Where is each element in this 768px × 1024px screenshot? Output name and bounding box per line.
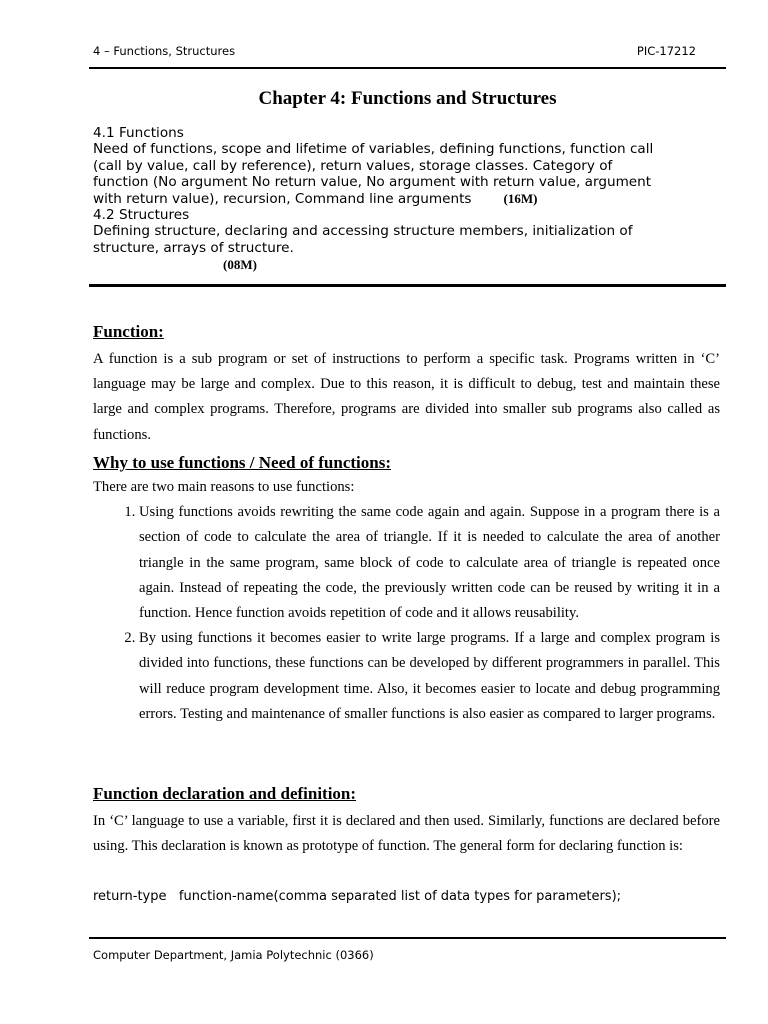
header-rule [89, 67, 726, 69]
why-functions-section [93, 453, 720, 727]
reason-item-2: 2. By using functions it becomes easier to write large programs. If a large and complex program is divided into functions, these functions can be developed by different programmers in parallel. This will reduce program development time. Also, it becomes easier to locate and debug programming errors. Testing and maintenance of smaller functions is also easier as compared to larger programs. [139, 626, 720, 727]
function-paragraph: A function is a sub program or set of instructions to perform a specific task. Programs written in ‘C’ language may be large and complex. Due to this reason, it is difficult to debug, test and maintain these large and complex programs. Therefore, programs are divided into smaller sub programs also called as functions. [93, 351, 720, 443]
syllabus-section-1-text: with return value), recursion, Command line arguments [93, 190, 472, 207]
syllabus-section-1-line: function (No argument No return value, No argument with return value, argument [93, 174, 652, 191]
header-chapter-label: 4 – Functions, Structures [93, 44, 236, 58]
function-heading: Function: [93, 322, 164, 341]
function-section [93, 322, 720, 448]
syllabus-section-2-marks: (08M) [223, 257, 257, 273]
syllabus-section-1-line: Need of functions, scope and lifetime of variables, defining functions, function call [93, 141, 654, 158]
syllabus-section-1-line: (call by value, call by reference), return values, storage classes. Category of [93, 157, 613, 174]
syllabus-section-2-title: 4.2 Structures [93, 207, 190, 224]
syllabus-section-1-marks: (16M) [503, 190, 538, 206]
prototype-syntax: return-type function-name(comma separated list of data types for parameters); [93, 889, 622, 904]
function-declaration-section [93, 784, 720, 859]
syllabus-section-2-line: structure, arrays of structure. [93, 239, 294, 256]
syllabus-block [93, 125, 723, 274]
syllabus-section-1-title: 4.1 Functions [93, 125, 184, 141]
page-header [93, 44, 698, 60]
header-course-code: PIC-17212 [636, 44, 696, 58]
chapter-title: Chapter 4: Functions and Structures [258, 88, 557, 109]
syllabus-section-2-line: Defining structure, declaring and accessing structure members, initialization of [93, 223, 633, 240]
reason-item-1: 1. Using functions avoids rewriting the same code again and again. Suppose in a program there is a section of code to calculate the area of triangle. If it is needed to calculate the area of another triangle in the same program, same block of code to calculate area of triangle is repeated once again. Instead of repeating the code, the previously written code can be reused by writing it in a function. Hence function avoids repetition of code and it allows reusability. [139, 500, 720, 626]
syllabus-section-1-line-last [93, 191, 723, 207]
footer-rule [89, 937, 726, 939]
function-declaration-paragraph: In ‘C’ language to use a variable, first it is declared and then used. Similarly, functions are declared before using. This declaration is known as prototype of function. The general form for declaring function is: [93, 813, 720, 855]
function-declaration-heading: Function declaration and definition: [93, 784, 357, 803]
why-functions-intro: There are two main reasons to use functions: [93, 479, 355, 495]
reasons-list [93, 500, 720, 727]
why-functions-heading: Why to use functions / Need of functions: [93, 453, 391, 472]
page-footer: Computer Department, Jamia Polytechnic (0366) [93, 948, 374, 962]
syllabus-divider [89, 284, 726, 287]
